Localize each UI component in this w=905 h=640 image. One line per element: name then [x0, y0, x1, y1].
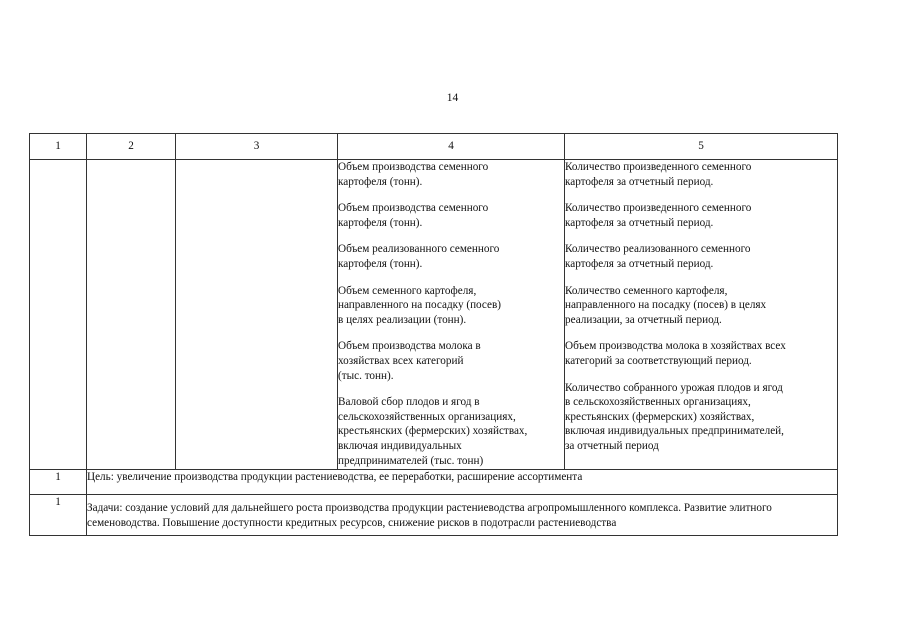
- goal-number: 1: [30, 470, 87, 495]
- column-header-5: 5: [565, 134, 838, 160]
- empty-cell-col2: [87, 160, 176, 470]
- indicator-name: Валовой сбор плодов и ягод в сельскохозяйственных организациях, крестьянских (фермерских) хозяйствах, включая индивидуальных предпринимателей (тыс. тонн): [338, 396, 528, 467]
- table-header-row: [30, 134, 838, 160]
- indicator-name: Объем реализованного семенного картофеля (тонн).: [338, 243, 500, 270]
- indicator-description: Объем производства молока в хозяйствах всех категорий за соответствующий период.: [565, 340, 786, 367]
- indicator-description: Количество реализованного семенного картофеля за отчетный период.: [565, 243, 751, 270]
- indicator-name: Объем семенного картофеля, направленного на посадку (посев) в целях реализации (тонн).: [338, 284, 501, 326]
- task-row: [30, 495, 838, 536]
- page-number: 14: [446, 92, 459, 104]
- indicator-description: Количество собранного урожая плодов и ягод в сельскохозяйственных организациях, крестьянских (фермерских) хозяйствах, включая индивидуальных предпринимателей, за отчетный период: [565, 381, 784, 452]
- indicator-description: Количество произведенного семенного картофеля за отчетный период.: [565, 161, 752, 188]
- task-number: 1: [30, 495, 87, 536]
- indicator-description: Количество произведенного семенного картофеля за отчетный период.: [565, 202, 752, 229]
- indicators-row: [30, 160, 838, 470]
- indicator-name: Объем производства семенного картофеля (тонн).: [338, 202, 489, 229]
- indicator-name: Объем производства молока в хозяйствах всех категорий (тыс. тонн).: [338, 340, 481, 382]
- task-text: Задачи: создание условий для дальнейшего роста производства продукции растениеводства агропромышленного комплекса. Развитие элитного семеноводства. Повышение доступности кредитных ресурсов, снижение рисков в подотрасли растениеводства: [87, 495, 838, 536]
- column-header-3: 3: [176, 134, 338, 160]
- empty-cell-col1: [30, 160, 87, 470]
- goal-row: [30, 470, 838, 495]
- column-header-4: 4: [338, 134, 565, 160]
- empty-cell-col3: [176, 160, 338, 470]
- indicator-description: Количество семенного картофеля, направленного на посадку (посев) в целях реализации, за отчетный период.: [565, 284, 767, 326]
- goal-text: Цель: увеличение производства продукции растениеводства, ее переработки, расширение ассортимента: [87, 470, 838, 495]
- indicators-table: [29, 133, 838, 536]
- indicator-descriptions-cell: [565, 160, 838, 470]
- indicator-names-cell: [338, 160, 565, 470]
- indicator-name: Объем производства семенного картофеля (тонн).: [338, 161, 489, 188]
- column-header-2: 2: [87, 134, 176, 160]
- column-header-1: 1: [30, 134, 87, 160]
